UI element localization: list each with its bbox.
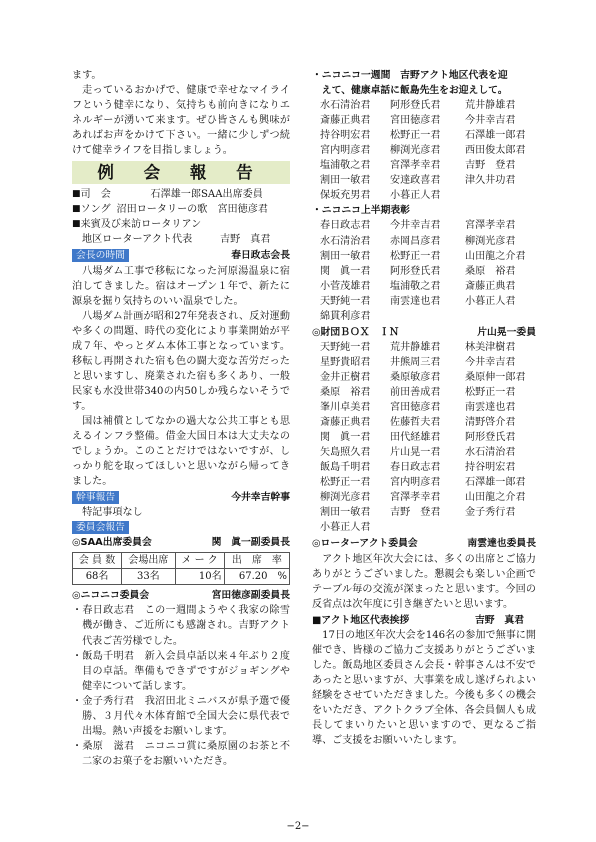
name-entry: 水石清治君 <box>320 235 371 247</box>
greeting-text: 17日の地区年次大会を146名の参加で無事に開催でき、皆様のご協力ご支援ありがとうございました。飯島地区委員さん会長・幹事さんは不安であったと思いますが、大事業を成し遂げられよい経験をさせていただきました。今後も多くの機会をいただき、アクトクラブ全体、各会員個人も成長してまいりたいと思いますので、更なるご指導、ご支援をお願いいたします。 <box>312 629 536 747</box>
saa-title: ◎SAA出席委員会 <box>72 537 152 549</box>
name-entry: 斎藤正典君 <box>320 115 371 127</box>
saa-by: 関 眞一副委員長 <box>211 537 290 549</box>
niko-header <box>72 588 290 603</box>
name-entry: 小暮正人君 <box>320 522 371 534</box>
name-entry: 松野正一君 <box>390 130 441 142</box>
niko-title: ◎ニコニコ委員会 <box>72 590 150 602</box>
name-entry: 小菅茂雄君 <box>320 280 371 292</box>
name-entry: 峯川卓美君 <box>320 402 371 414</box>
greeting-by: 吉野 真君 <box>475 614 524 626</box>
president-paragraph-3: 国は補償としてなかの過大な公共工事とも思えるインフラ整備。借金大国日本は大丈夫なのでしょうか。このことだけではないですが、しっかり舵を取ってほしいと思いながら帰ってきました。 <box>72 415 290 488</box>
table-row: 68名 33名 10名 67.20 % <box>73 569 290 585</box>
name-entry: 桑原 裕君 <box>320 386 371 398</box>
name-entry: 西田俊太郎君 <box>465 145 526 157</box>
name-entry: 柳渕光彦君 <box>320 492 371 504</box>
name-entry: 飯島千明君 <box>320 462 371 474</box>
rotaract-header <box>312 536 536 551</box>
list-item: ・飯島千明君 新入会員卓話以来４年ぶり２度目の卓話。準備もできずですがジョギングや健幸について話します。 <box>72 650 290 692</box>
name-entry <box>465 188 544 203</box>
name-entry: 山田龍之介君 <box>465 250 526 262</box>
name-entry: 井熊周三君 <box>390 356 441 368</box>
secretary-name: 今井幸吉幹事 <box>231 492 290 504</box>
name-entry: 小暮正人君 <box>465 295 516 307</box>
name-entry: 阿形登氏君 <box>390 100 441 112</box>
name-entry: 荒井静雄君 <box>390 341 441 353</box>
name-entry: 割田一敏君 <box>320 175 371 187</box>
name-entry: 関 眞一君 <box>320 432 371 444</box>
intro-paragraph: 走っているおかげで、健康で幸せなマイライフという健幸になり、気持ちも前向きになりエネルギーが湧いて来ます。ぜひ皆さんも興味があればお声をかけて下さい。一緒に少しずつ続けて健幸ライフを目指しましょう。 <box>72 85 290 157</box>
left-column <box>72 68 290 769</box>
role-guest-rotaract: 地区ローターアクト代表 吉野 真君 <box>82 234 271 246</box>
greeting-title: ■アクト地区代表挨拶 <box>312 614 410 626</box>
name-entry: 塩浦敬之君 <box>390 280 441 292</box>
name-entry: 保坂充男君 <box>320 190 371 202</box>
right-column <box>312 68 536 748</box>
name-entry: 桑原 裕君 <box>465 265 516 277</box>
niko-by: 宮田徳彦副委員長 <box>211 590 290 602</box>
name-entry: 綿貫利彦君 <box>320 310 371 322</box>
name-entry: 清野啓介君 <box>465 417 516 429</box>
president-paragraph-1: 八場ダム工事で移転になった河原湯温泉に宿泊してきました。宿はオープン１年で、新たに源泉を掘り気持ちのいい温泉でした。 <box>72 265 290 307</box>
name-entry: 宮田徳彦君 <box>390 402 441 414</box>
name-entry: 塩浦敬之君 <box>320 160 371 172</box>
name-entry: 南雲達也君 <box>465 402 516 414</box>
week-names-list <box>320 98 536 203</box>
name-entry: 柳渕光彦君 <box>390 145 441 157</box>
secretary-text: 特記事項なし <box>82 507 143 519</box>
role-guests: ■ 来賓及び来訪ロータリアン <box>72 219 202 231</box>
name-entry: 星野貴昭君 <box>320 356 371 368</box>
name-entry: 宮澤孝幸君 <box>390 492 441 504</box>
president-name: 春日政志会長 <box>231 250 290 262</box>
attendance-table <box>72 552 290 585</box>
name-entry <box>390 520 465 535</box>
name-entry: 安達政喜君 <box>390 175 441 187</box>
president-header <box>72 248 290 263</box>
name-entry: 赤岡昌彦君 <box>390 235 441 247</box>
name-entry: 持谷明宏君 <box>320 130 371 142</box>
week-title-1: ・ニコニコ一週間 吉野アクト地区代表を迎 <box>312 70 508 81</box>
week-title-2: えて、健康卓話に飯島先生をお迎えして。 <box>312 85 508 97</box>
name-entry: 吉野 登君 <box>390 507 441 519</box>
half-names-list <box>320 218 536 323</box>
name-entry: 津久井功君 <box>465 175 516 187</box>
name-entry: 割田一敏君 <box>320 507 371 519</box>
name-entry: 松野正一君 <box>390 250 441 262</box>
name-entry: 石澤雄一郎君 <box>465 130 526 142</box>
name-entry: 金子秀行君 <box>465 507 516 519</box>
name-entry: 春日政志君 <box>390 462 441 474</box>
president-time-tag: 会長の時間 <box>72 249 129 262</box>
name-entry: 今井幸吉君 <box>390 220 441 232</box>
name-entry: 吉野 登君 <box>465 160 516 172</box>
greeting-header <box>312 613 536 628</box>
name-entry: 斎藤正典君 <box>465 280 516 292</box>
name-entry: 水石清治君 <box>465 447 516 459</box>
name-entry: 斎藤正典君 <box>320 417 371 429</box>
meeting-report-banner: 例 会 報 告 <box>72 161 290 184</box>
name-entry: 山田龍之介君 <box>465 492 526 504</box>
president-paragraph-2: 八場ダム計画が昭和27年発表され、反対運動や多くの問題、時代の変化により事業開始が平成７年、やっとダム本体工事となっています。移転し再開された宿も色の闘大変な苦労だったと思いますし、廃業された宿も多くあり、一般民家も水没世帯340の内50しか残らないそうです。 <box>72 310 290 412</box>
name-entry: 前田善成君 <box>390 386 441 398</box>
name-entry: 石澤雄一郎君 <box>465 477 526 489</box>
list-item: ・春日政志君 この一週間ようやく我家の除雪機が働き、ご近所にも感謝され。吉野アクト代表ご苦労様でした。 <box>72 605 290 647</box>
name-entry: 今井幸吉君 <box>465 115 516 127</box>
name-entry: 宮田徳彦君 <box>390 115 441 127</box>
name-entry: 宮澤孝幸君 <box>465 220 516 232</box>
rotaract-text: アクト地区年次大会には、多くの出席とご協力ありがとうございました。懇親会も楽しい企画でテーブル毎の交流が深まったと思います。今回の反省点は次年度に引き継ぎたいと思います。 <box>312 553 536 610</box>
name-entry: 松野正一君 <box>465 386 516 398</box>
box-title: ◎財団ＢＯＸ ＩＮ <box>312 326 399 338</box>
name-entry: 桑原敏彦君 <box>390 371 441 383</box>
list-item: ・金子秀行君 我沼田北ミニバスが県予選で優勝、３月代々木体育館で全国大会に県代表で出場。熱い声援をお願いします。 <box>72 695 290 737</box>
name-entry <box>465 309 544 324</box>
name-entry: 田代経雄君 <box>390 432 441 444</box>
name-entry: 松野正一君 <box>320 477 371 489</box>
name-entry: 桑原伸一郎君 <box>465 371 526 383</box>
name-entry: 林美津樹君 <box>465 341 516 353</box>
name-entry: 阿形登氏君 <box>465 432 516 444</box>
name-entry: 天野純一君 <box>320 295 371 307</box>
name-entry: 荒井静雄君 <box>465 100 516 112</box>
rotaract-title: ◎ローターアクト委員会 <box>312 538 418 550</box>
half-year-title: ・ニコニコ上半期表彰 <box>312 205 410 217</box>
name-entry: 片山晃一君 <box>390 447 441 459</box>
name-entry: 天野純一君 <box>320 341 371 353</box>
name-entry: 阿形登氏君 <box>390 265 441 277</box>
name-entry: 関 眞一君 <box>320 265 371 277</box>
table-row: 会 員 数 会場出席 メ ー ク 出 席 率 <box>73 553 290 569</box>
name-entry: 佐藤哲夫君 <box>390 417 441 429</box>
name-entry: 南雲達也君 <box>390 295 441 307</box>
name-entry: 小暮正人君 <box>390 190 441 202</box>
box-by: 片山晃一委員 <box>477 326 536 338</box>
committee-report-tag: 委員会報告 <box>72 521 129 534</box>
name-entry: 水石清治君 <box>320 100 371 112</box>
saa-header <box>72 535 290 550</box>
role-song: ■ ソング 沼田ロータリーの歌 宮田徳彦君 <box>72 204 268 216</box>
name-entry: 宮内明彦君 <box>390 477 441 489</box>
name-entry <box>465 520 544 535</box>
name-entry: 持谷明宏君 <box>465 462 516 474</box>
committee-header <box>72 521 290 534</box>
name-entry: 柳渕光彦君 <box>465 235 516 247</box>
secretary-header <box>72 490 290 505</box>
name-entry: 春日政志君 <box>320 220 371 232</box>
name-entry: 宮内明彦君 <box>320 145 371 157</box>
list-item: ・桑原 滋君 ニコニコ賞に桑原園のお茶と不二家のお菓子をお願いいただき。 <box>72 740 290 767</box>
box-names-list <box>320 340 536 536</box>
box-header <box>312 325 536 340</box>
page-number: −2− <box>286 821 310 832</box>
rotaract-by: 南雲達也委員長 <box>467 538 536 550</box>
role-chair: ■ 司 会 石澤雄一郎SAA出席委員 <box>72 189 263 201</box>
name-entry: 金井正樹君 <box>320 371 371 383</box>
name-entry: 今井幸吉君 <box>465 356 516 368</box>
name-entry <box>390 309 465 324</box>
intro-continuation: ます。 <box>72 70 102 81</box>
name-entry: 宮澤孝幸君 <box>390 160 441 172</box>
name-entry: 割田一敏君 <box>320 250 371 262</box>
secretary-report-tag: 幹事報告 <box>72 491 119 504</box>
name-entry: 矢島照久君 <box>320 447 371 459</box>
